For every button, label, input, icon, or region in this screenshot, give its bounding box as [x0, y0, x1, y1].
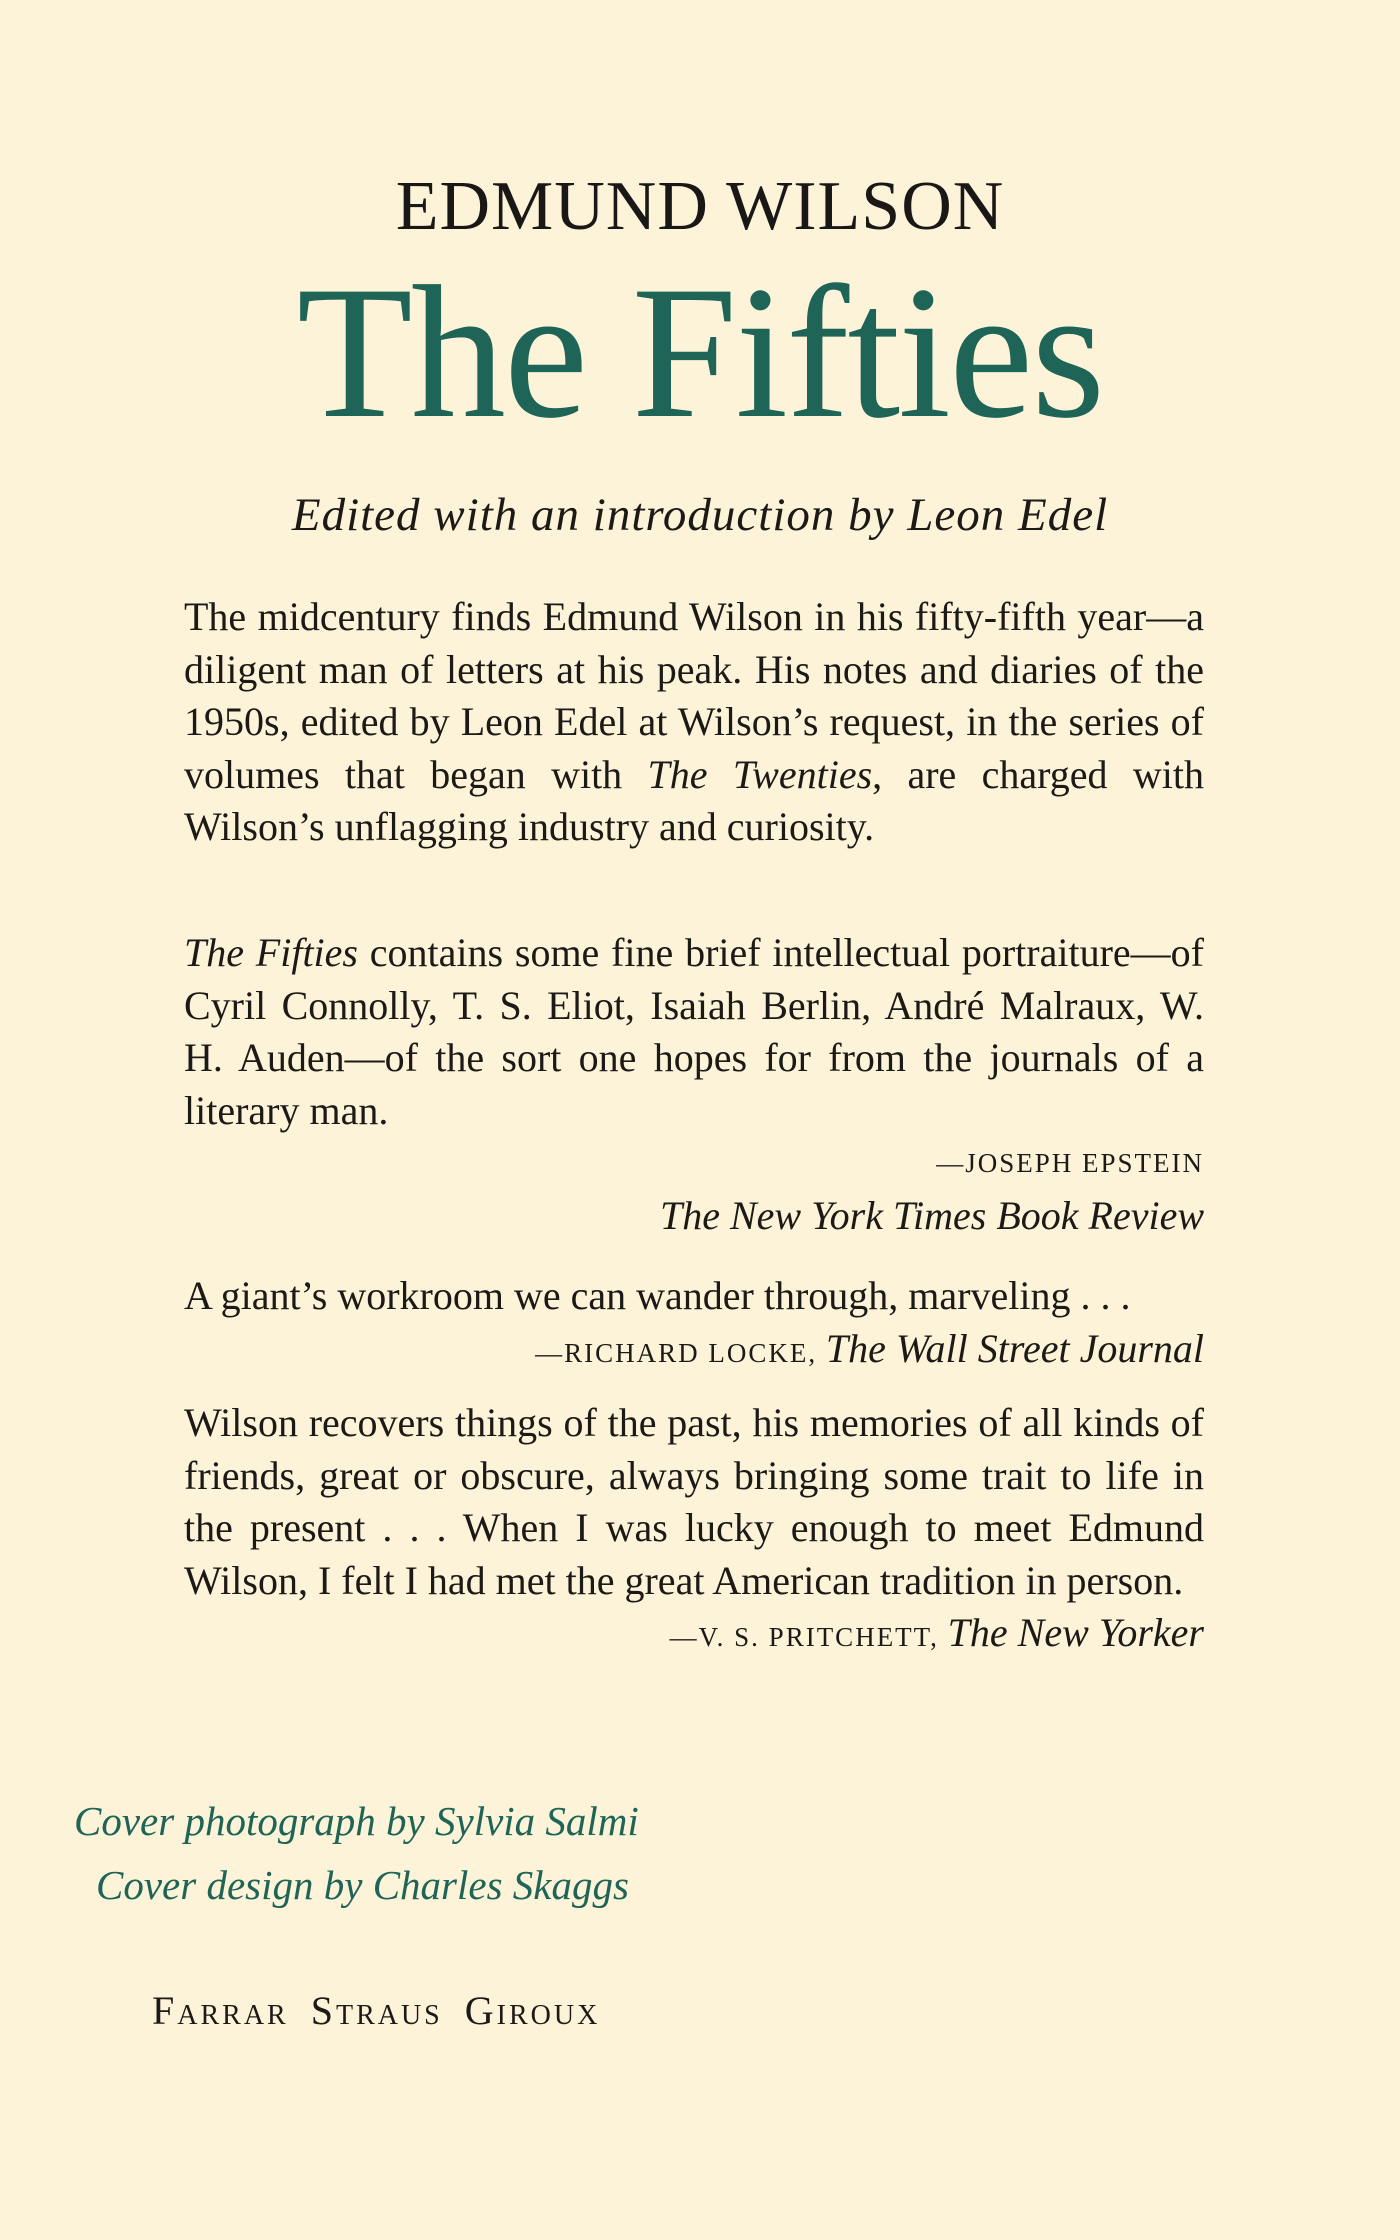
- photo-credit: Cover photograph by Sylvia Salmi: [74, 1798, 639, 1844]
- publisher-giroux: Giroux: [464, 1988, 601, 2033]
- quote-pritchett-attribution-source: The New Yorker: [947, 1610, 1204, 1655]
- quote-pritchett-attribution-name: —V. S. PRITCHETT,: [669, 1622, 948, 1652]
- quote-locke-attribution-name: —RICHARD LOCKE,: [535, 1337, 826, 1368]
- publisher-imprint: [152, 1987, 622, 2034]
- intro-text-before: The midcentury finds Edmund Wilson in his fifty-fifth year—a diligent man of letters at his peak. His notes and diaries of the 1950s, edited by Leon Edel at Wilson’s request, in the series of volumes that began with: [184, 594, 1204, 797]
- quote-epstein-italic: The Fifties: [184, 930, 358, 975]
- editor-line: Edited with an introduction by Leon Edel: [291, 489, 1109, 541]
- design-credit: Cover design by Charles Skaggs: [96, 1862, 629, 1908]
- intro-paragraph: [184, 591, 1204, 854]
- quote-pritchett-attribution: [184, 1607, 1204, 1663]
- quote-epstein-text: [184, 927, 1204, 1137]
- cover-credits: [74, 1789, 639, 1917]
- intro-text-after: , are charged with Wilson’s unflagging industry and curiosity.: [184, 751, 1204, 849]
- quote-pritchett-text: Wilson recovers things of the past, his memories of all kinds of friends, great or obscure, always bringing some trait to life in the present . . . When I was lucky enough to meet Edmund Wilson, I felt I had met the great American tradition in person.: [184, 1400, 1204, 1603]
- quote-epstein: [184, 927, 1204, 1242]
- quote-epstein-attribution-source: The New York Times Book Review: [659, 1192, 1204, 1238]
- quote-locke-attribution: [184, 1323, 1204, 1379]
- publisher-straus: Straus: [310, 1988, 443, 2033]
- quote-pritchett: [184, 1397, 1204, 1663]
- quote-locke: [184, 1270, 1204, 1379]
- quote-locke-text: A giant’s workroom we can wander through, marveling . . .: [184, 1273, 1131, 1318]
- publisher-farrar: Farrar: [152, 1988, 289, 2033]
- quote-epstein-body: contains some fine brief intellectual portraiture—of Cyril Connolly, T. S. Eliot, Isaiah Berlin, André Malraux, W. H. Auden—of the sort one hopes for from the journals of a literary man.: [184, 930, 1204, 1133]
- quote-locke-attribution-source: The Wall Street Journal: [825, 1325, 1204, 1371]
- author-name: EDMUND WILSON: [395, 168, 1005, 245]
- quote-epstein-attribution-name: —JOSEPH EPSTEIN: [936, 1148, 1204, 1178]
- intro-italic-title: The Twenties: [647, 751, 873, 797]
- book-title: The Fifties: [296, 248, 1104, 458]
